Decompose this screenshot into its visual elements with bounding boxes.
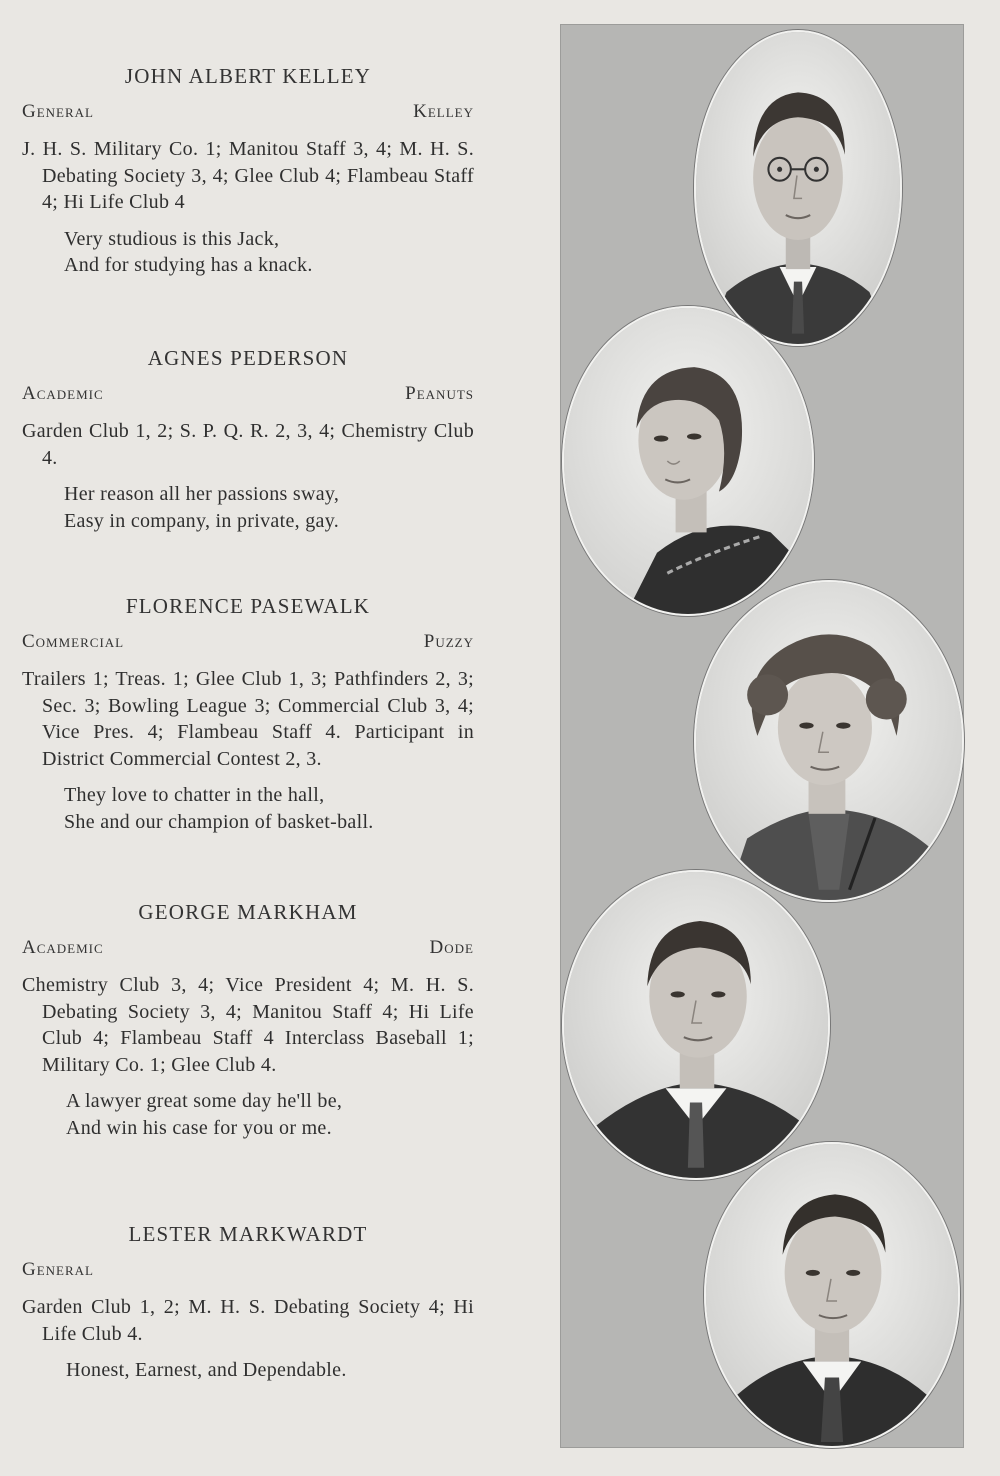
course-label: General	[22, 101, 94, 122]
student-name: GEORGE MARKHAM	[138, 900, 358, 924]
verse-line: A lawyer great some day he'll be,	[66, 1090, 343, 1112]
verse	[22, 782, 474, 835]
portrait-panel	[560, 24, 964, 1448]
student-name: AGNES PEDERSON	[147, 346, 349, 370]
verse-line: Easy in company, in private, gay.	[64, 509, 340, 532]
verse-line: Honest, Earnest, and Dependable.	[66, 1359, 347, 1381]
senior-entry-markham	[22, 898, 474, 1141]
course-nickname-row	[22, 630, 474, 654]
course-label: Commercial	[22, 631, 125, 652]
verse-line: And win his case for you or me.	[66, 1116, 332, 1139]
course-label: General	[22, 1259, 94, 1280]
verse-line: They love to chatter in the hall,	[64, 784, 325, 806]
portrait-markwardt-image	[706, 1144, 958, 1446]
course-label: Academic	[22, 383, 104, 404]
nickname-label: Kelley	[413, 101, 474, 122]
course-nickname-row	[22, 1258, 474, 1282]
nickname-label: Peanuts	[405, 383, 474, 404]
verse	[22, 481, 474, 534]
course-label: Academic	[22, 937, 104, 958]
portrait-markham-image	[564, 872, 828, 1178]
portrait-pederson	[562, 306, 814, 616]
activities-text: J. H. S. Military Co. 1; Manitou Staff 3, 4; M. H. S. Debating Society 3, 4; Glee Club 4; Flambeau Staff 4; Hi Life Club 4	[22, 138, 474, 213]
nickname-label: Puzzy	[423, 631, 474, 652]
portrait-kelley	[694, 30, 902, 346]
portrait-markwardt	[704, 1142, 960, 1448]
course-nickname-row	[22, 936, 474, 960]
activities-text: Garden Club 1, 2; S. P. Q. R. 2, 3, 4; Chemistry Club 4.	[22, 420, 474, 469]
course-nickname-row	[22, 100, 474, 124]
verse-line: And for studying has a knack.	[64, 254, 313, 276]
portrait-pederson-image	[564, 308, 812, 614]
verse	[22, 226, 474, 279]
student-name: LESTER MARKWARDT	[128, 1222, 368, 1246]
portrait-pasewalk	[694, 580, 964, 902]
portrait-pasewalk-image	[696, 582, 962, 900]
student-name: FLORENCE PASEWALK	[125, 594, 371, 618]
portrait-kelley-image	[696, 32, 900, 344]
verse-line: Very studious is this Jack,	[64, 227, 280, 250]
verse	[22, 1088, 474, 1141]
senior-entry-pasewalk	[22, 592, 474, 835]
verse-line: Her reason all her passions sway,	[64, 483, 340, 505]
activities-text: Chemistry Club 3, 4; Vice President 4; M. H. S. Debating Society 3, 4; Manitou Staff 4; Hi Life Club 4; Flambeau Staff 4 Interclass Baseball 1; Military Co. 1; Glee Club 4.	[22, 974, 474, 1076]
nickname-label: Dode	[429, 937, 474, 958]
student-name: JOHN ALBERT KELLEY	[124, 64, 372, 88]
senior-entry-markwardt	[22, 1220, 474, 1384]
activities-text: Trailers 1; Treas. 1; Glee Club 1, 3; Pathfinders 2, 3; Sec. 3; Bowling League 3; Commercial Club 3, 4; Vice Pres. 4; Flambeau Staff 4. Participant in District Commercial Contest 2, 3.	[22, 668, 474, 770]
portrait-markham	[562, 870, 830, 1180]
verse-line: She and our champion of basket-ball.	[64, 810, 374, 833]
course-nickname-row	[22, 382, 474, 406]
verse	[22, 1357, 474, 1384]
senior-entry-pederson	[22, 344, 474, 534]
senior-entry-kelley	[22, 62, 474, 279]
activities-text: Garden Club 1, 2; M. H. S. Debating Society 4; Hi Life Club 4.	[22, 1296, 474, 1345]
